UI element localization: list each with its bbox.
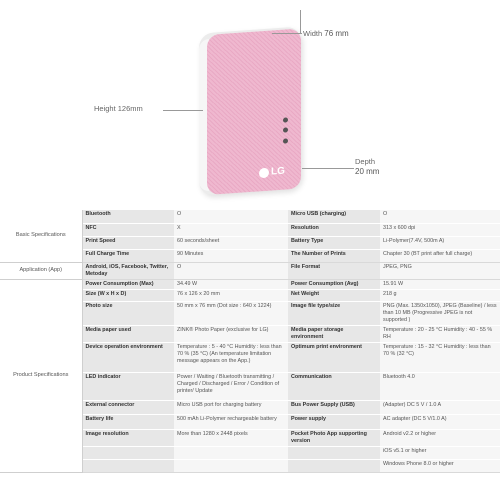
width-dimension-label: [303, 29, 349, 38]
spec-key: Media paper used: [82, 325, 174, 342]
spec-row: [0, 210, 500, 223]
height-label: Height 126mm: [94, 104, 143, 113]
spec-value: X: [174, 223, 288, 236]
spec-group-label: Basic Specifications: [0, 210, 82, 262]
spec-value: 34.49 W: [174, 279, 288, 289]
spec-value: 500 mAh Li-Polymer rechargeable battery: [174, 414, 288, 429]
spec-key: LED indicator: [82, 372, 174, 400]
depth-value: 20 mm: [355, 167, 380, 176]
spec-key: Media paper storage environment: [288, 325, 380, 342]
depth-dimension-label: [355, 157, 379, 177]
spec-key: Resolution: [288, 223, 380, 236]
spec-value: Power / Waiting / Bluetooth transmitting / Charged / Discharged / Error / Condition of printer/ Update: [174, 372, 288, 400]
spec-key: Size (W x H x D): [82, 289, 174, 301]
spec-value: (Adapter) DC 5 V / 1.0 A: [380, 400, 500, 414]
spec-table: [0, 210, 500, 473]
led-indicator-icon: [283, 117, 288, 122]
spec-value: Android v2.2 or higher: [380, 429, 500, 446]
spec-value: 15.91 W: [380, 279, 500, 289]
spec-value: Temperature : 20 - 25 °C Humidity : 40 - 55 % RH: [380, 325, 500, 342]
spec-key: Pocket Photo App supporting version: [288, 429, 380, 446]
spec-group-label: Application (App): [0, 262, 82, 279]
spec-value: Chapter 30 (BT print after full charge): [380, 249, 500, 262]
spec-key: Photo size: [82, 301, 174, 325]
spec-value: 50 mm x 76 mm (Dot size : 640 x 1224): [174, 301, 288, 325]
height-leader-line: [163, 110, 203, 111]
spec-value: [174, 459, 288, 472]
spec-key: External connector: [82, 400, 174, 414]
spec-value: [174, 446, 288, 459]
spec-key: [82, 459, 174, 472]
spec-value: O: [174, 210, 288, 223]
spec-row: [0, 262, 500, 279]
spec-value: Windows Phone 8.0 or higher: [380, 459, 500, 472]
spec-value: O: [174, 262, 288, 279]
width-value: 76 mm: [324, 29, 349, 38]
spec-value: Micro USB port for charging battery: [174, 400, 288, 414]
width-leader-line: [300, 10, 301, 34]
spec-key: Micro USB (charging): [288, 210, 380, 223]
spec-value: JPEG, PNG: [380, 262, 500, 279]
spec-value: Temperature : 5 - 40 °C Humidity : less than 70 % (35 °C) (An temperature limitation message appears on the App.): [174, 342, 288, 372]
spec-key: [82, 446, 174, 459]
spec-value: O: [380, 210, 500, 223]
spec-value: PNG (Max. 1350x1050), JPEG (Baseline) / less than 10 MB (Progressive JPEG is not supported ): [380, 301, 500, 325]
spec-key: File Format: [288, 262, 380, 279]
spec-group-label: Product Specifications: [0, 279, 82, 472]
spec-key: Power Consumption (Avg): [288, 279, 380, 289]
led-indicator-icon: [283, 138, 288, 143]
spec-row: [0, 279, 500, 289]
lg-logo-icon: [259, 167, 269, 178]
spec-key: Bluetooth: [82, 210, 174, 223]
width-label: Width: [303, 29, 323, 38]
led-indicator-icon: [283, 127, 288, 132]
spec-value: iOS v5.1 or higher: [380, 446, 500, 459]
product-illustration: [0, 0, 500, 205]
spec-value: 76 x 126 x 20 mm: [174, 289, 288, 301]
spec-key: [288, 459, 380, 472]
spec-key: Device operation environment: [82, 342, 174, 372]
spec-value: 313 x 600 dpi: [380, 223, 500, 236]
height-dimension-label: [94, 104, 143, 113]
spec-value: AC adapter (DC 5 V/1.0 A): [380, 414, 500, 429]
spec-key: Battery life: [82, 414, 174, 429]
spec-value: 90 Minutes: [174, 249, 288, 262]
spec-key: Battery Type: [288, 236, 380, 249]
depth-leader-line: [302, 168, 354, 169]
printer-top-face: [207, 28, 301, 195]
depth-label: Depth: [355, 157, 376, 166]
spec-key: Power Consumption (Max): [82, 279, 174, 289]
lg-logo-text: LG: [271, 165, 285, 178]
spec-value: More than 1280 x 2448 pixels: [174, 429, 288, 446]
spec-value: Li-Polymer(7.4V, 500m A): [380, 236, 500, 249]
spec-key: [288, 446, 380, 459]
spec-key: Image resolution: [82, 429, 174, 446]
width-leader-line: [272, 33, 302, 34]
lg-logo: [259, 166, 285, 179]
spec-key: Image file type/size: [288, 301, 380, 325]
spec-key: Communication: [288, 372, 380, 400]
spec-key: Bus Power Supply (USB): [288, 400, 380, 414]
spec-key: Android, iOS, Facebook, Twitter, Metoday: [82, 262, 174, 279]
spec-value: 60 seconds/sheet: [174, 236, 288, 249]
spec-key: NFC: [82, 223, 174, 236]
spec-key: Full Charge Time: [82, 249, 174, 262]
spec-value: 218 g: [380, 289, 500, 301]
spec-value: ZINK® Photo Paper (exclusive for LG): [174, 325, 288, 342]
spec-value: Bluetooth 4.0: [380, 372, 500, 400]
spec-value: Temperature : 15 - 32 °C Humidity : less than 70 % (32 °C): [380, 342, 500, 372]
spec-key: Power supply: [288, 414, 380, 429]
spec-key: Net Weight: [288, 289, 380, 301]
spec-key: The Number of Prints: [288, 249, 380, 262]
spec-key: Optimum print environment: [288, 342, 380, 372]
printer-image: [199, 26, 301, 195]
spec-key: Print Speed: [82, 236, 174, 249]
